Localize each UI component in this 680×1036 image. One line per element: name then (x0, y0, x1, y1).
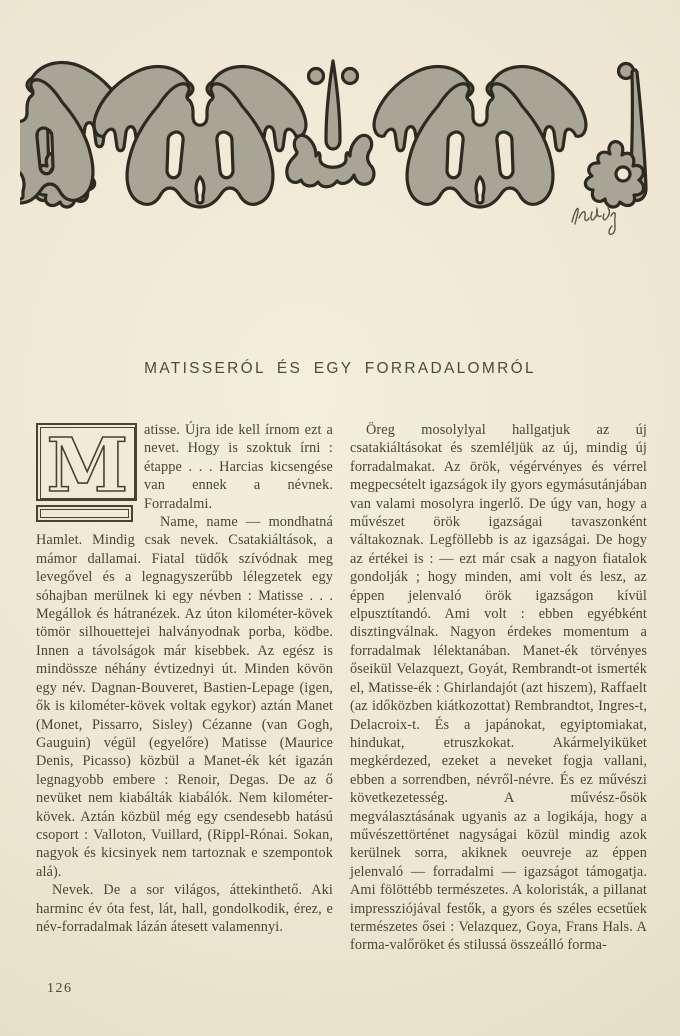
drop-cap-letter: M (46, 428, 129, 498)
artist-signature (572, 208, 615, 234)
left-column (36, 421, 333, 955)
drop-cap (36, 423, 137, 522)
article-title: MATISSERÓL ÉS EGY FORRADALOMRÓL (144, 360, 536, 377)
paragraph: Nevek. De a sor világos, áttekinthető. Aki harminc év óta fest, lát, hall, gondolkodik, érez, e név-forradalmak lázán átesett valamennyi. (36, 882, 333, 935)
paragraph: Öreg mosolylyal hallgatjuk az új csatakiáltásokat és szemléljük az új, mindig új forradalmakat. Az örök, végérvényes és vérrel megpecsételt igazságok ily gyors egymásutánjában van valami mosolyra ingerlő. De úgy van, hogy a művészet örök igazságai tavaszonként váltakoznak. Legföllebb is az igazságai. De hogy az értékei is : — ezt már csak a nagyon fiatalok gondolják ; hogy minden, ami volt és lesz, az éppen jelenvaló örök igazságon kívül elpusztítandó. Ami volt : ebben egyébként disztingválnak. Nagyon érdekes momentum a forradalmak lélektanában. Manet-ék törvényes őseikül Velazquezt, Goyát, Rembrandt-ot ismerték el, Matisse-ék : Ghirlandajót (azt hiszem), Raffaelt (az időközben kiátkozottat) Rembrandtot, Ingres-t, Delacroix-t. És a japánokat, egyiptomiakat, hindukat, etruszkokat. Akármelyiküket megkérdezed, ezeket a neveket fogja vallani, ebben a sorrendben, névről-névre. És ez művészi következetesség. A művész-ősök megválasztásának ugyanis az a logikája, hogy a művészettörténet nagyságai közül mindig azok kerülnek sorra, akiknek oeuvreje az éppen jelenvaló — forradalmi — igazságot támogatja. Ami fölöttébb természetes. A koloristák, a pillanat impressziójával festők, a gyors és széles ecsetűek természetes ősei : Velazquez, Goya, Frans Hals. A forma-valőröket és stilussá összeálló forma- (350, 422, 647, 954)
page-number: 126 (47, 981, 73, 996)
paragraph: Name, name — mondhatná Hamlet. Mindig csak nevek. Csatakiáltások, a mámor dallamai. Fiatal tüdők szívódnak meg levegővel és a legnagyszerűbb lélegzetek egy sóhajban merülnek ki egy névben : Matisse . . . Megállok és hátranézek. Az úton kilométer-kövek tömör silhouettejei halványodnak porba, ködbe. Innen a távolságok már kisebbek. Az egész is mindössze néhány évtizednyi út. Minden kövön egy név. Dagnan-Bouveret, Bastien-Lepage (igen, ők is kilométer-kövek voltak egykor) aztán Manet (Monet, Pissarro, Sisley) Cézanne (van Gogh, Gauguin) végül (egyelőre) Matisse (Maurice Denis, Picasso) közbül a Manet-ék két igazán legnagyobb embere : Renoir, Degas. De az ő nevüket nem kiabálták kiabálók. Nem kilométer-kövek. Aztán közbül még egy csendesebb hatású csoport : Valloton, Vuillard, (Rippl-Rónai. Sokan, nagyok és kicsinyek nem tartoznak e szempontok alá). (36, 514, 333, 880)
paragraph: atisse. Újra ide kell írnom ezt a nevet. Hogy is szoktuk írni : étappe . . . Harcias kicsengése van ennek a névnek. Forradalmi. (144, 422, 333, 512)
drop-cap-sub-box (36, 505, 133, 522)
drop-cap-box (36, 423, 137, 501)
right-column (350, 421, 647, 955)
article-body (36, 421, 647, 955)
ornament-wing-motif (20, 63, 126, 203)
header-ornament-illustration (20, 56, 660, 241)
